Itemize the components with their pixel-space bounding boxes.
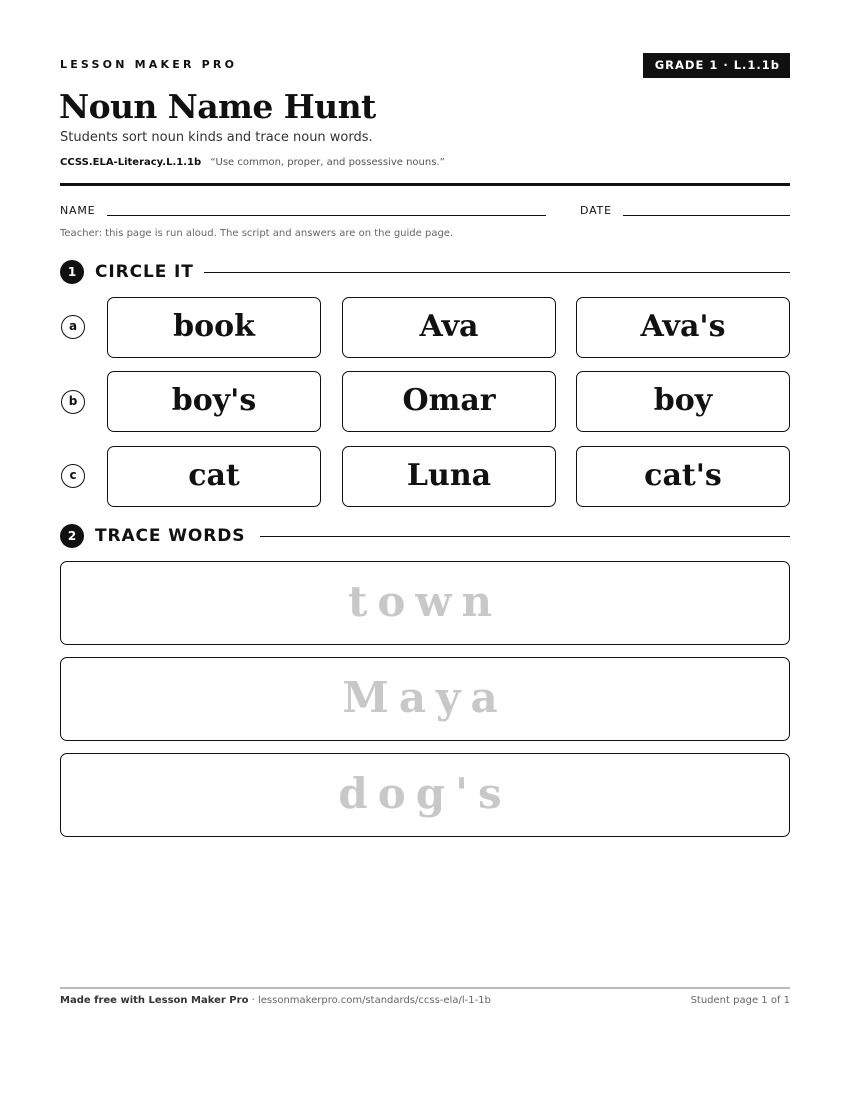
word-choice-box[interactable]: cat's: [576, 446, 790, 507]
section-number-badge: 2: [60, 524, 84, 548]
standard-quote: “Use common, proper, and possessive nouns.”: [210, 157, 445, 168]
trace-word-box[interactable]: town: [60, 561, 790, 645]
brand-name: LESSON MAKER PRO: [60, 58, 238, 71]
word-choice-box[interactable]: boy's: [107, 371, 321, 432]
word-choice-box[interactable]: Omar: [342, 371, 556, 432]
footer-divider: [60, 987, 790, 989]
page-subtitle: Students sort noun kinds and trace noun words.: [60, 130, 373, 145]
word-choice-box[interactable]: cat: [107, 446, 321, 507]
page-title: Noun Name Hunt: [59, 87, 376, 126]
footer-url[interactable]: lessonmakerpro.com/standards/ccss-ela/l-1-1b: [257, 995, 491, 1006]
grade-badge: GRADE 1 · L.1.1b: [643, 53, 790, 78]
word-choice-box[interactable]: boy: [576, 371, 790, 432]
teacher-note: Teacher: this page is run aloud. The script and answers are on the guide page.: [60, 228, 454, 239]
section-rule: [204, 272, 790, 273]
date-label: DATE: [580, 204, 612, 217]
row-letter-c: c: [61, 464, 85, 488]
word-choice-box[interactable]: Ava: [342, 297, 556, 358]
standard-code: CCSS.ELA-Literacy.L.1.1b: [60, 157, 202, 168]
section-rule: [260, 536, 790, 537]
date-field-line[interactable]: [623, 215, 790, 216]
word-choice-box[interactable]: Ava's: [576, 297, 790, 358]
footer-credit: [60, 995, 491, 1006]
standard-line: [60, 156, 445, 170]
trace-word-box[interactable]: dog's: [60, 753, 790, 837]
section-title: TRACE WORDS: [95, 526, 246, 546]
section-trace-words-header: [60, 522, 790, 546]
footer-made-with: Made free with Lesson Maker Pro: [60, 995, 249, 1006]
row-letter-a: a: [61, 315, 85, 339]
footer-page-label: Student page 1 of 1: [690, 995, 790, 1006]
name-field-line[interactable]: [107, 215, 546, 216]
section-number-badge: 1: [60, 260, 84, 284]
section-circle-it-header: [60, 258, 790, 282]
header-divider: [60, 183, 790, 186]
name-label: NAME: [60, 204, 96, 217]
footer-separator: ·: [251, 995, 258, 1006]
row-letter-b: b: [61, 390, 85, 414]
word-choice-box[interactable]: Luna: [342, 446, 556, 507]
section-title: CIRCLE IT: [95, 262, 194, 282]
word-choice-box[interactable]: book: [107, 297, 321, 358]
trace-word-box[interactable]: Maya: [60, 657, 790, 741]
